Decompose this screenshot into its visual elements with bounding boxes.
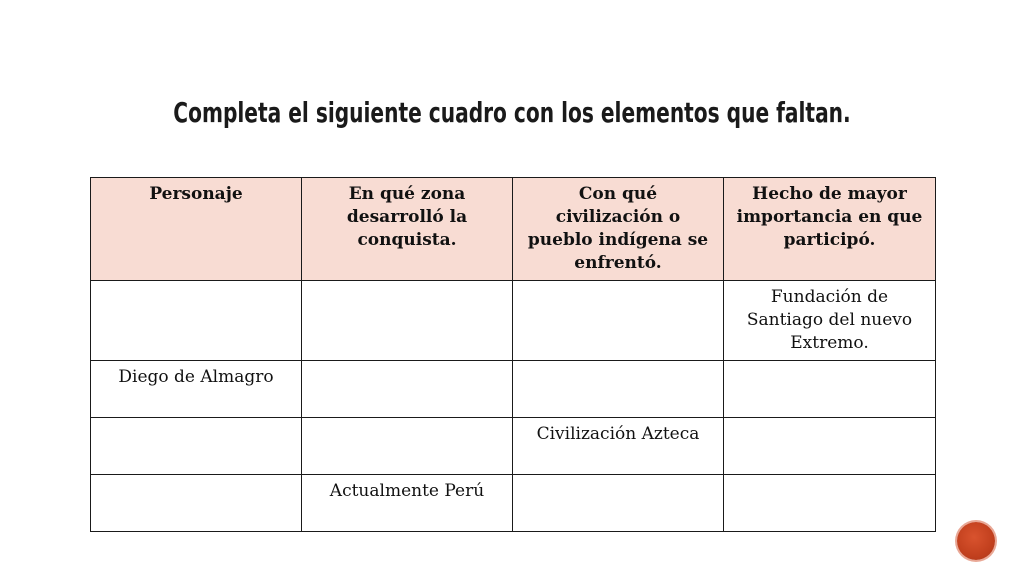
header-civilizacion: Con qué civilización o pueblo indígena se enfrentó. xyxy=(513,178,724,281)
table-header-row xyxy=(91,178,936,281)
table-cell[interactable] xyxy=(91,281,302,361)
table-cell[interactable] xyxy=(513,281,724,361)
table-cell[interactable] xyxy=(91,418,302,475)
header-hecho: Hecho de mayor importancia en que participó. xyxy=(724,178,936,281)
table-cell[interactable] xyxy=(513,475,724,532)
activity-table xyxy=(90,177,936,532)
table-cell[interactable] xyxy=(302,418,513,475)
page-badge-icon xyxy=(957,522,995,560)
table-cell[interactable] xyxy=(724,475,936,532)
table-cell: Civilización Azteca xyxy=(513,418,724,475)
table-cell[interactable] xyxy=(91,475,302,532)
table-row xyxy=(91,361,936,418)
table-cell[interactable] xyxy=(724,418,936,475)
table-row xyxy=(91,281,936,361)
table-row xyxy=(91,475,936,532)
header-personaje: Personaje xyxy=(91,178,302,281)
table-cell[interactable] xyxy=(302,361,513,418)
table-cell[interactable] xyxy=(513,361,724,418)
table-cell[interactable] xyxy=(724,361,936,418)
table-cell: Diego de Almagro xyxy=(91,361,302,418)
table-cell[interactable] xyxy=(302,281,513,361)
table-cell: Fundación de Santiago del nuevo Extremo. xyxy=(724,281,936,361)
slide-title: Completa el siguiente cuadro con los elementos que faltan. xyxy=(173,96,851,129)
table-row xyxy=(91,418,936,475)
header-zona: En qué zona desarrolló la conquista. xyxy=(302,178,513,281)
table-cell: Actualmente Perú xyxy=(302,475,513,532)
